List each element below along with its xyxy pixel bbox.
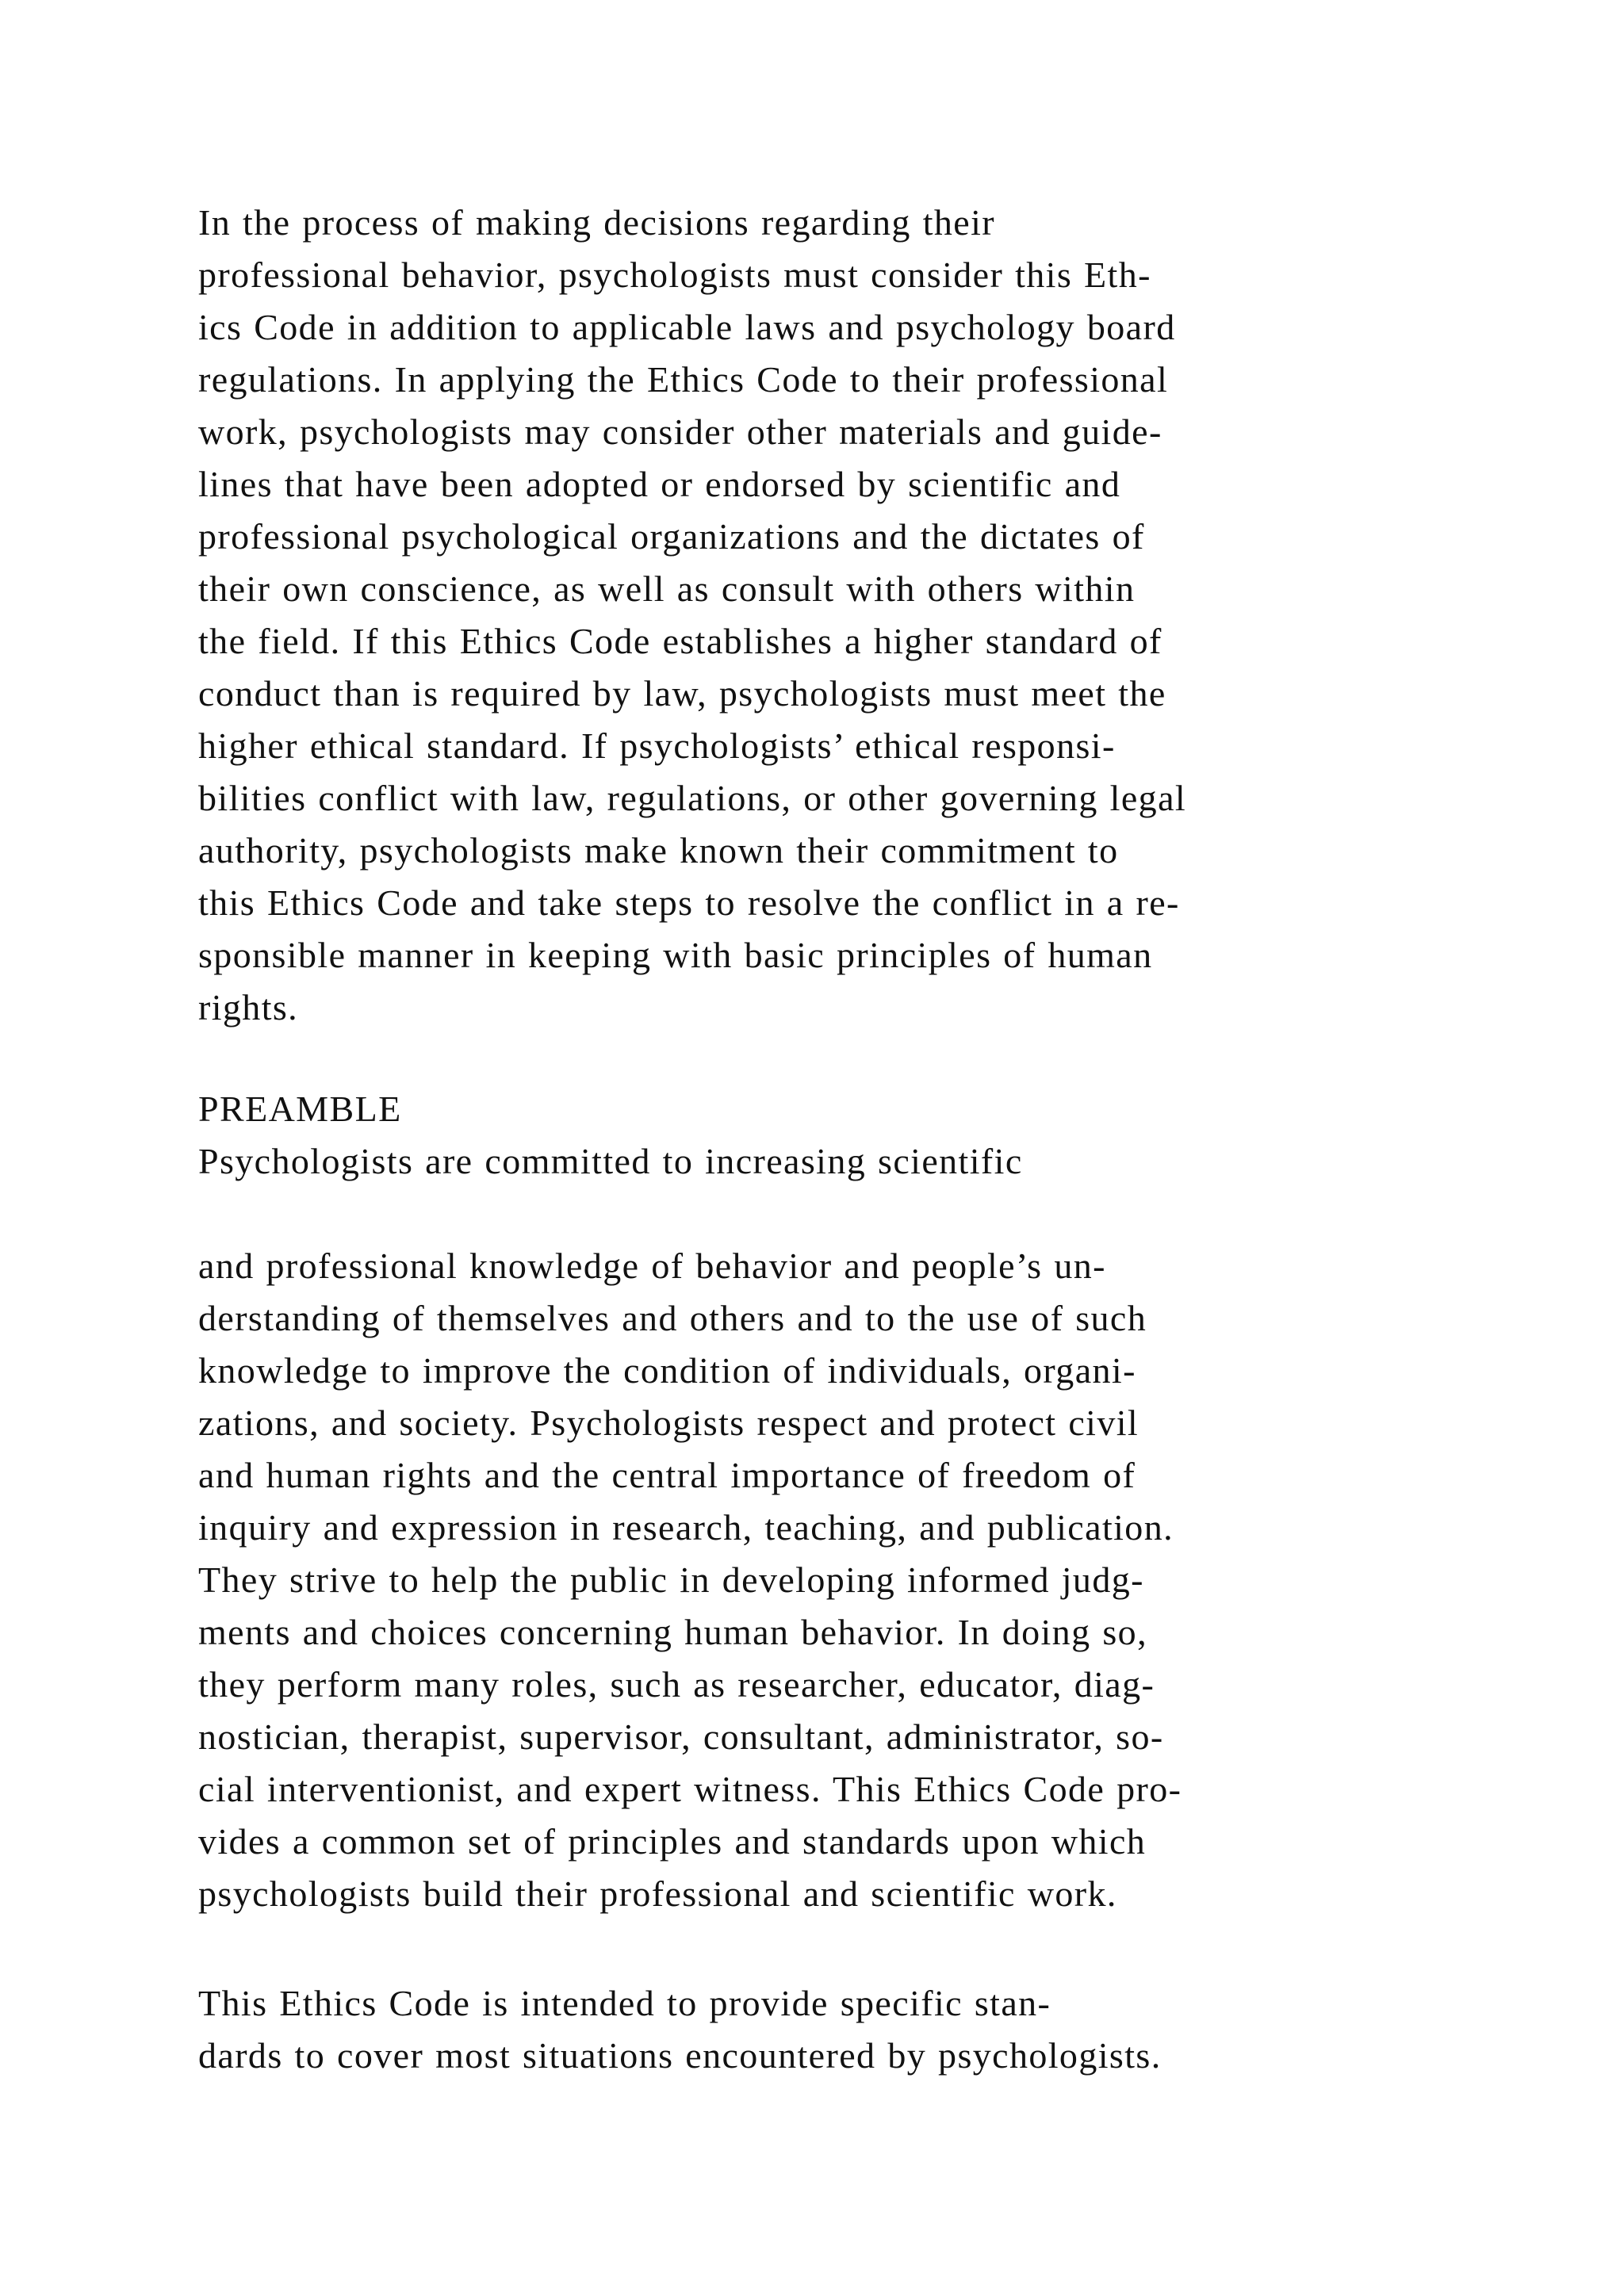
text-line: ics Code in addition to applicable laws and psychology board bbox=[198, 307, 1176, 347]
text-line: professional behavior, psychologists must consider this Eth- bbox=[198, 254, 1151, 295]
text-line: psychologists build their professional and scientific work. bbox=[198, 1873, 1117, 1914]
text-line: higher ethical standard. If psychologists’ ethical responsi- bbox=[198, 725, 1116, 766]
text-line: lines that have been adopted or endorsed by scientific and bbox=[198, 464, 1121, 504]
text-line: work, psychologists may consider other materials and guide- bbox=[198, 411, 1162, 452]
text-line: regulations. In applying the Ethics Code to their professional bbox=[198, 359, 1169, 400]
preamble-block bbox=[198, 1083, 1023, 1188]
section-heading: PREAMBLE bbox=[198, 1089, 402, 1129]
text-line: ments and choices concerning human behavior. In doing so, bbox=[198, 1612, 1147, 1652]
text-line: they perform many roles, such as researcher, educator, diag- bbox=[198, 1664, 1155, 1705]
intro-paragraph bbox=[198, 197, 1186, 1034]
text-line: their own conscience, as well as consult with others within bbox=[198, 568, 1136, 609]
text-line: In the process of making decisions regarding their bbox=[198, 202, 996, 243]
text-line: This Ethics Code is intended to provide specific stan- bbox=[198, 1983, 1051, 2023]
text-line: knowledge to improve the condition of individuals, organi- bbox=[198, 1350, 1136, 1391]
text-line: nostician, therapist, supervisor, consultant, administrator, so- bbox=[198, 1716, 1164, 1757]
text-line: zations, and society. Psychologists respect and protect civil bbox=[198, 1402, 1139, 1443]
text-line: cial interventionist, and expert witness. This Ethics Code pro- bbox=[198, 1769, 1182, 1809]
text-line: rights. bbox=[198, 987, 299, 1027]
scope-paragraph bbox=[198, 1977, 1162, 2082]
text-line: conduct than is required by law, psychologists must meet the bbox=[198, 673, 1166, 714]
text-line: derstanding of themselves and others and to the use of such bbox=[198, 1298, 1147, 1338]
text-line: inquiry and expression in research, teaching, and publication. bbox=[198, 1507, 1174, 1548]
text-line: dards to cover most situations encountered by psychologists. bbox=[198, 2035, 1162, 2076]
text-line: They strive to help the public in developing informed judg- bbox=[198, 1559, 1144, 1600]
text-line: authority, psychologists make known their commitment to bbox=[198, 830, 1119, 871]
preamble-paragraph bbox=[198, 1240, 1182, 1920]
text-line: vides a common set of principles and standards upon which bbox=[198, 1821, 1147, 1862]
text-line: professional psychological organizations and the dictates of bbox=[198, 516, 1145, 557]
text-line: sponsible manner in keeping with basic principles of human bbox=[198, 935, 1153, 975]
text-line: the field. If this Ethics Code establishes a higher standard of bbox=[198, 621, 1162, 661]
text-line: and human rights and the central importance of freedom of bbox=[198, 1455, 1136, 1495]
text-line: and professional knowledge of behavior and people’s un- bbox=[198, 1246, 1106, 1286]
text-line: bilities conflict with law, regulations, or other governing legal bbox=[198, 778, 1187, 818]
text-line: this Ethics Code and take steps to resolve the conflict in a re- bbox=[198, 882, 1180, 923]
text-line: Psychologists are committed to increasing scientific bbox=[198, 1141, 1023, 1181]
